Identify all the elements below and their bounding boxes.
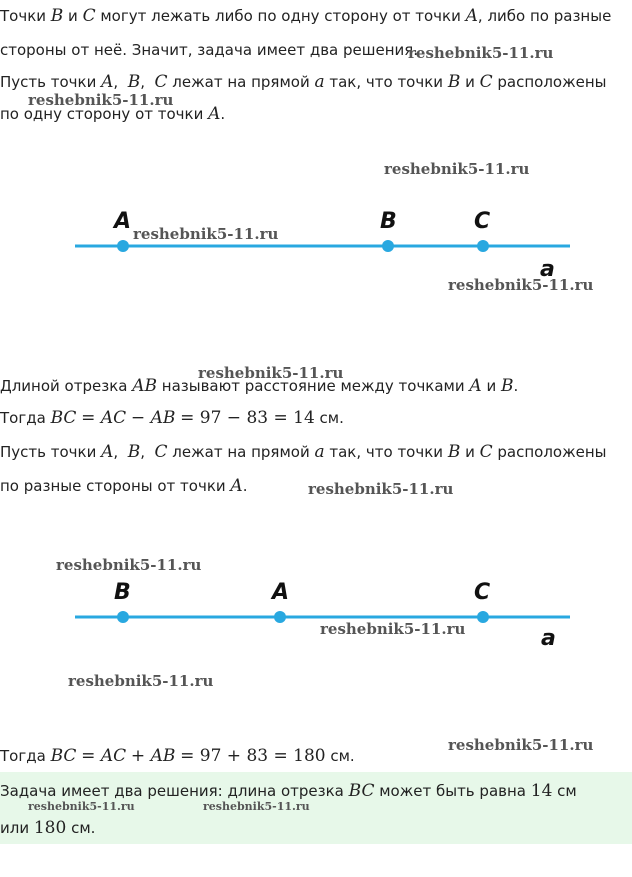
point-a-dot xyxy=(274,611,286,623)
watermark: reshebnik5-11.ru xyxy=(68,672,214,690)
watermark: reshebnik5-11.ru xyxy=(203,800,310,813)
watermark: reshebnik5-11.ru xyxy=(198,364,344,382)
text-p3b: по одну сторону от точки A. xyxy=(0,104,226,124)
text-p4: Длиной отрезка AB называют расстояние между точками A и B. xyxy=(0,376,519,396)
label-c: C xyxy=(474,209,491,234)
point-c-dot xyxy=(477,611,489,623)
text-answer-b: или 180 см. xyxy=(0,818,96,838)
text-p7: Тогда BC = AC + AB = 97 + 83 = 180 см. xyxy=(0,746,355,766)
watermark: reshebnik5-11.ru xyxy=(133,225,279,243)
watermark: reshebnik5-11.ru xyxy=(320,620,466,638)
text-p1: Точки B и C могут лежать либо по одну сторону от точки A, либо по разные xyxy=(0,6,612,26)
watermark: reshebnik5-11.ru xyxy=(56,556,202,574)
label-line-a: a xyxy=(541,626,556,651)
label-a: A xyxy=(272,580,290,605)
diagram-2 xyxy=(0,571,632,671)
text-p6a: Пусть точки A, B, C лежат на прямой a так, что точки B и C расположены xyxy=(0,442,607,462)
watermark: reshebnik5-11.ru xyxy=(28,800,135,813)
point-c-dot xyxy=(477,240,489,252)
text-p5: Тогда BC = AC − AB = 97 − 83 = 14 см. xyxy=(0,408,344,428)
watermark: reshebnik5-11.ru xyxy=(448,276,594,294)
point-b-dot xyxy=(117,611,129,623)
point-b-dot xyxy=(382,240,394,252)
label-b: B xyxy=(380,209,397,234)
label-b: B xyxy=(114,580,131,605)
watermark: reshebnik5-11.ru xyxy=(384,160,530,178)
watermark: reshebnik5-11.ru xyxy=(28,91,174,109)
point-a-dot xyxy=(117,240,129,252)
text-p3a: Пусть точки A, B, C лежат на прямой a так, что точки B и C расположены xyxy=(0,72,607,92)
label-a: A xyxy=(114,209,132,234)
watermark: reshebnik5-11.ru xyxy=(448,736,594,754)
label-line-a: a xyxy=(540,257,555,282)
text-p2: стороны от неё. Значит, задача имеет два решения. xyxy=(0,41,419,59)
watermark: reshebnik5-11.ru xyxy=(408,44,554,62)
watermark: reshebnik5-11.ru xyxy=(308,480,454,498)
label-c: C xyxy=(474,580,491,605)
text-p6b: по разные стороны от точки A. xyxy=(0,476,248,496)
text-answer-a: Задача имеет два решения: длина отрезка BC может быть равна 14 см xyxy=(0,781,577,801)
